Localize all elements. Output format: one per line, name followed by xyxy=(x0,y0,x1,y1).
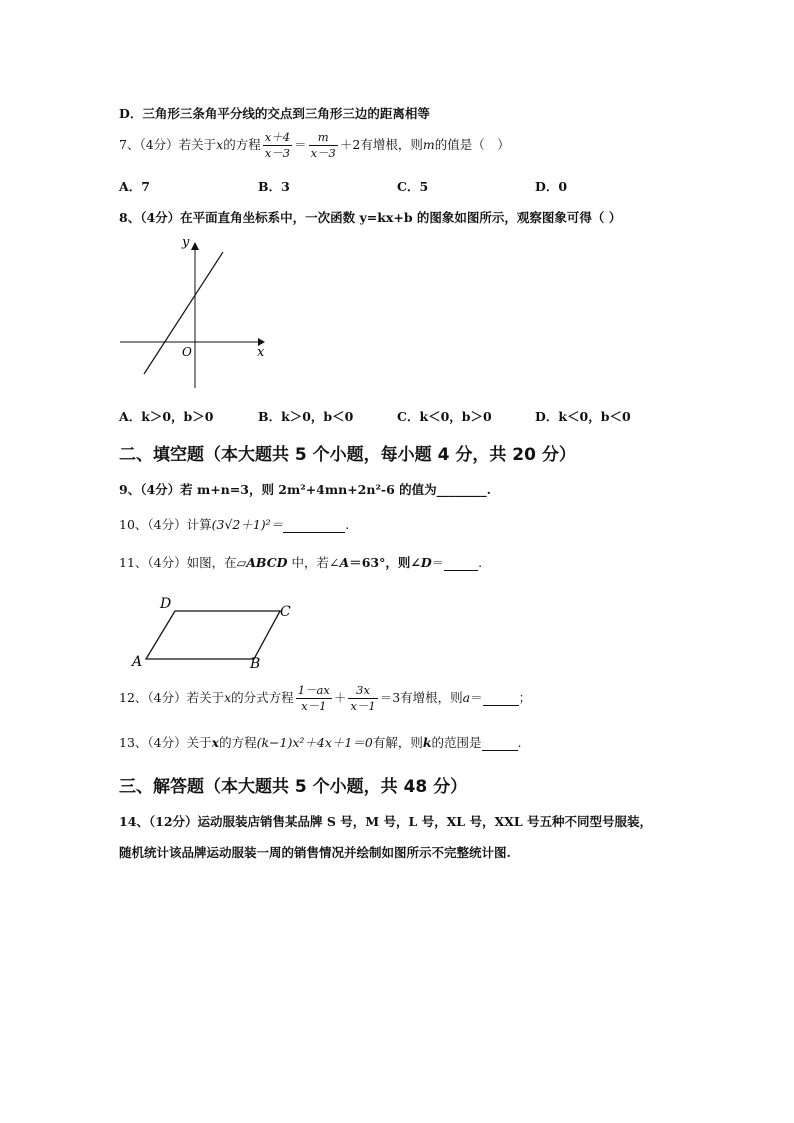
question-11 xyxy=(119,553,482,571)
q12-suffix: 有增根，则 xyxy=(400,690,463,705)
q8-option-a[interactable]: A．k＞0，b＞0 xyxy=(119,409,214,424)
q7-frac2-den: x－3 xyxy=(310,146,336,160)
q7-option-c[interactable]: C．5 xyxy=(397,179,429,194)
q10-suffix: . xyxy=(345,517,350,532)
x-axis-label: x xyxy=(257,345,265,360)
q11-a-label: A xyxy=(339,555,350,570)
q7-option-a[interactable]: A．7 xyxy=(119,179,150,194)
q7-option-b[interactable]: B．3 xyxy=(258,179,290,194)
y-axis-arrow-icon xyxy=(191,242,199,250)
q10-answer-blank[interactable] xyxy=(283,517,345,533)
q11-name: ABCD xyxy=(246,555,288,570)
q7-suffix1: 有增根，则 xyxy=(360,137,423,152)
q11-end: ＝ xyxy=(431,555,445,570)
q12-frac1-den: x－1 xyxy=(301,699,327,713)
q11-a-value: ＝63°，则∠ xyxy=(349,555,421,570)
q7-prefix: 7、（4分）若关于 xyxy=(119,137,217,152)
q7-frac2-num: m xyxy=(309,130,338,146)
q8-graph xyxy=(112,228,272,393)
q10-expression: (3√2＋1)²＝ xyxy=(211,517,284,532)
q12-var-a: a xyxy=(462,690,471,705)
q12-fraction-1 xyxy=(296,683,332,714)
vertex-b-label: B xyxy=(250,656,261,672)
q6-option-d: D．三角形三条角平分线的交点到三角形三边的距离相等 xyxy=(119,106,430,121)
q13-prefix: 13、（4分）关于 xyxy=(119,735,212,750)
q11-tail: . xyxy=(478,555,483,570)
q7-frac1-den: x－3 xyxy=(264,146,291,160)
question-12 xyxy=(119,683,531,714)
q13-tail: . xyxy=(517,735,522,750)
q13-var-k: k xyxy=(422,735,432,750)
q11-prefix: 11、（4分）如图，在▱ xyxy=(119,555,247,570)
q12-var-x: x xyxy=(224,690,232,705)
q11-mid: 中，若∠ xyxy=(287,555,340,570)
q12-frac2-den: x－1 xyxy=(350,699,376,713)
q13-end: 的范围是 xyxy=(431,735,482,750)
q12-answer-blank[interactable] xyxy=(483,690,519,706)
y-axis-label: y xyxy=(182,235,190,250)
q13-expression: (k−1)x²＋4x＋1＝0 xyxy=(256,735,373,750)
origin-label: O xyxy=(182,345,192,359)
q7-fraction-1 xyxy=(263,130,292,161)
q12-prefix: 12、（4分）若关于 xyxy=(119,690,225,705)
question-7 xyxy=(119,130,510,161)
q12-equals: ＝3 xyxy=(379,690,401,705)
q11-answer-blank[interactable] xyxy=(444,555,478,571)
parallelogram-abcd xyxy=(146,611,280,659)
question-14-line-1: 14、（12分）运动服装店销售某品牌 S 号，M 号，L 号，XL 号，XXL 号五种不同型号服装， xyxy=(119,814,652,829)
q12-frac1-num: 1－ax xyxy=(297,683,330,697)
q13-answer-blank[interactable] xyxy=(482,735,518,751)
vertex-a-label: A xyxy=(132,654,143,670)
q12-fraction-2 xyxy=(348,683,377,714)
q12-end: ＝ xyxy=(470,690,483,705)
q7-equals: ＝ xyxy=(294,137,307,152)
q7-fraction-2 xyxy=(309,130,338,161)
q7-suffix2: 的值是（ ） xyxy=(434,137,510,152)
question-9: 9、（4分）若 m+n=3，则 2m²+4mn+2n²-6 的值为________. xyxy=(119,482,492,497)
q12-plus: ＋ xyxy=(333,690,347,705)
q7-plus2: ＋2 xyxy=(339,137,361,152)
q11-d-label: D xyxy=(420,555,432,570)
q13-suffix: 有解，则 xyxy=(372,735,423,750)
question-8-stem: 8、（4分）在平面直角坐标系中，一次函数 y=kx+b 的图象如图所示，观察图象可得（ ） xyxy=(119,210,622,225)
question-13 xyxy=(119,733,522,751)
q7-option-d[interactable]: D．0 xyxy=(535,179,568,194)
parallelogram-figure xyxy=(126,592,306,672)
q7-frac1-num: x＋4 xyxy=(264,130,291,144)
section-3-heading: 三、解答题（本大题共 5 个小题，共 48 分） xyxy=(119,777,468,797)
q10-prefix: 10、（4分）计算 xyxy=(119,517,212,532)
q12-mid: 的分式方程 xyxy=(231,690,294,705)
q12-tail: ； xyxy=(518,690,532,705)
question-14-line-2: 随机统计该品牌运动服装一周的销售情况并绘制如图所示不完整统计图. xyxy=(119,845,511,860)
vertex-d-label: D xyxy=(160,596,172,612)
q8-option-b[interactable]: B．k＞0，b＜0 xyxy=(258,409,354,424)
q8-option-c[interactable]: C．k＜0，b＞0 xyxy=(397,409,492,424)
question-10 xyxy=(119,515,349,533)
q12-frac2-num: 3x xyxy=(348,683,377,699)
q7-var-x: x xyxy=(216,137,224,152)
q7-var-m: m xyxy=(422,137,435,152)
q13-var-x: x xyxy=(211,735,220,750)
q13-mid: 的方程 xyxy=(219,735,257,750)
q7-mid: 的方程 xyxy=(223,137,261,152)
section-2-heading: 二、填空题（本大题共 5 个小题，每小题 4 分，共 20 分） xyxy=(119,445,576,465)
vertex-c-label: C xyxy=(280,604,291,620)
q8-option-d[interactable]: D．k＜0，b＜0 xyxy=(535,409,631,424)
